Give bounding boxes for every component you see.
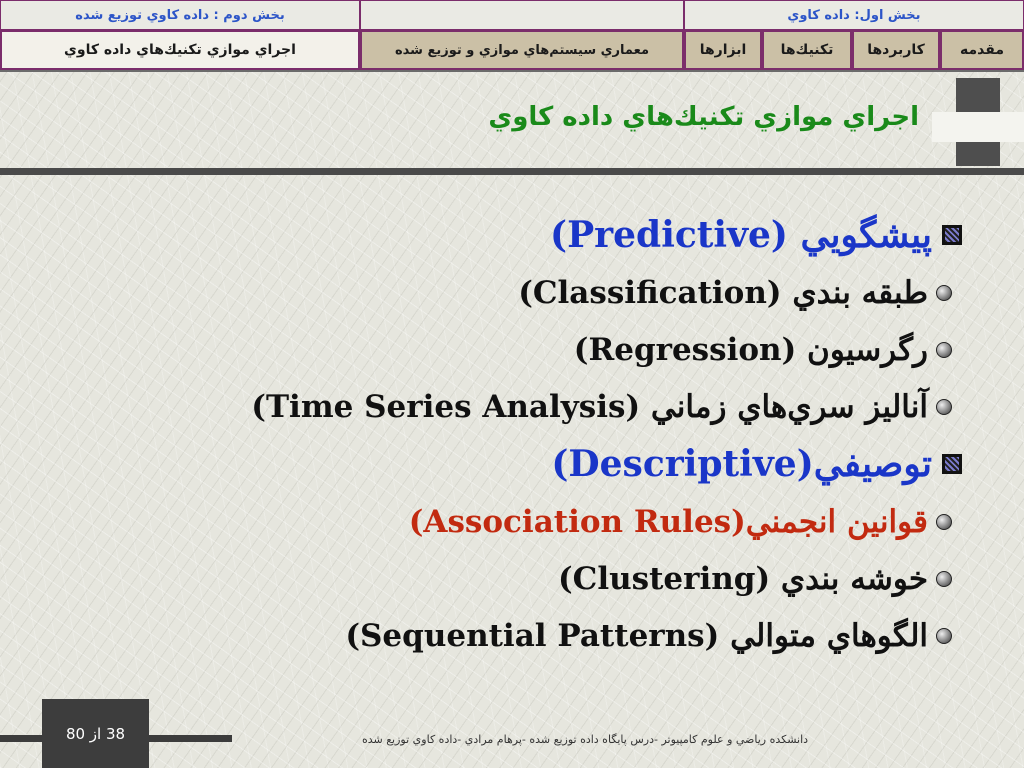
bullet-list	[251, 206, 962, 664]
nav-tabs	[0, 30, 1024, 70]
title-underline	[0, 168, 1024, 175]
footer-text: دانشكده رياضي و علوم كامپيوتر -درس پايگاه داده توزيع شده -پرهام مرادي -داده كاوي توزيع شده	[361, 733, 809, 746]
list-item	[251, 321, 952, 378]
section-one-label[interactable]: بخش اول: داده كاوي	[684, 0, 1024, 30]
header-divider	[0, 70, 1024, 80]
tab-architecture[interactable]: معماري سيستم‌هاي موازي و توزيع شده	[360, 30, 684, 70]
list-item	[251, 607, 952, 664]
group-label: توصيفي(Descriptive)	[551, 443, 932, 485]
item-label: خوشه بندي (Clustering)	[557, 560, 928, 597]
decor-block-light	[932, 112, 1024, 142]
round-bullet-icon	[936, 628, 952, 644]
round-bullet-icon	[936, 285, 952, 301]
slide-title: اجراي موازي تكنيك‌هاي داده كاوي	[488, 102, 919, 132]
tab-techniques[interactable]: تكنيك‌ها	[762, 30, 852, 70]
tab-parallel-execution[interactable]: اجراي موازي تكنيك‌هاي داده كاوي	[0, 30, 360, 70]
square-bullet-icon	[942, 454, 962, 474]
round-bullet-icon	[936, 571, 952, 587]
group-predictive	[251, 206, 962, 264]
round-bullet-icon	[936, 342, 952, 358]
section-two-label[interactable]: بخش دوم : داده كاوي توزيع شده	[0, 0, 360, 30]
list-item	[251, 493, 952, 550]
list-item	[251, 378, 952, 435]
item-label: آناليز سري‌هاي زماني (Time Series Analysis)	[251, 388, 928, 425]
tab-applications[interactable]: كاربردها	[852, 30, 940, 70]
item-label: قوانين انجمني(Association Rules)	[408, 503, 928, 540]
item-label: الگوهاي متوالي (Sequential Patterns)	[345, 617, 928, 654]
section-filler	[360, 0, 684, 30]
list-item	[251, 550, 952, 607]
group-label: پيشگويي (Predictive)	[550, 214, 932, 256]
section-bar	[0, 0, 1024, 30]
tab-tools[interactable]: ابزارها	[684, 30, 762, 70]
group-descriptive	[251, 435, 962, 493]
page-number: 38 از 80	[42, 699, 149, 768]
square-bullet-icon	[942, 225, 962, 245]
item-label: رگرسيون (Regression)	[573, 331, 928, 368]
list-item	[251, 264, 952, 321]
item-label: طبقه بندي (Classification)	[518, 274, 928, 311]
round-bullet-icon	[936, 514, 952, 530]
tab-introduction[interactable]: مقدمه	[940, 30, 1024, 70]
round-bullet-icon	[936, 399, 952, 415]
